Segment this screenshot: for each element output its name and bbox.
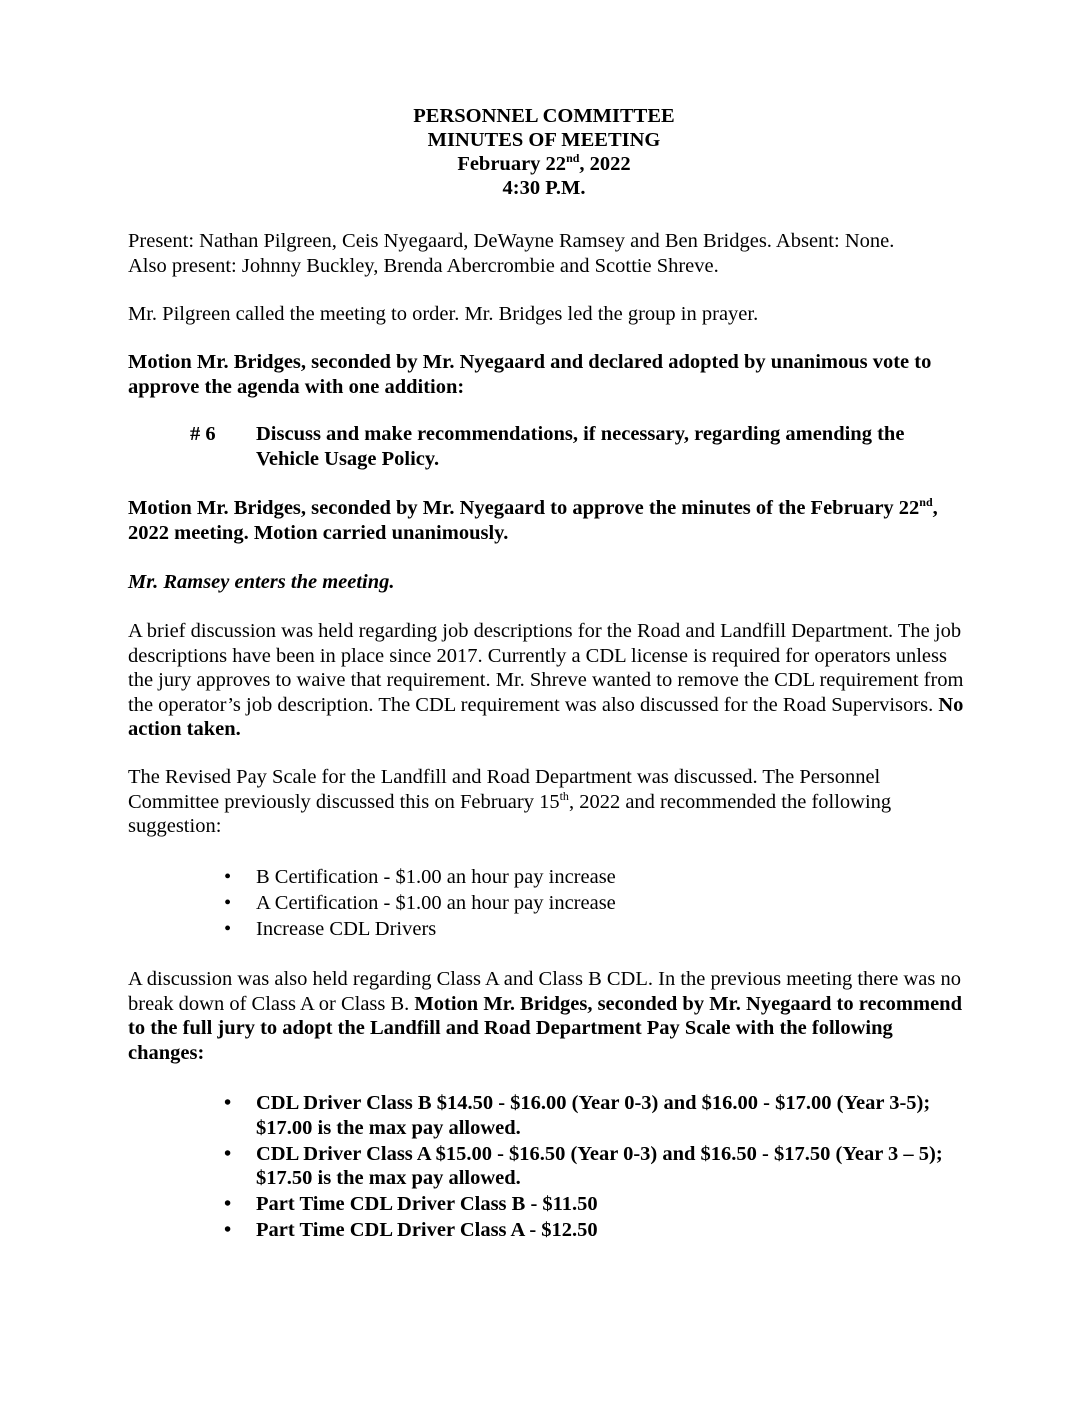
agenda-motion-paragraph: Motion Mr. Bridges, seconded by Mr. Nyegaard and declared adopted by unanimous vote to approve the agenda with one addition: [128, 351, 932, 398]
attendance-present-line: Present: Nathan Pilgreen, Ceis Nyegaard, DeWayne Ramsey and Ben Bridges. Absent: None. [128, 230, 895, 252]
minutes-motion-part2: , 2022 meeting. Motion carried unanimously. [128, 497, 938, 544]
pay-scale-sup: th [559, 788, 569, 803]
class-discussion-motion: Motion Mr. Bridges, seconded by Mr. Nyegaard to recommend to the full jury to adopt the Landfill and Road Department Pay Scale with the following changes: [128, 992, 962, 1064]
minutes-motion-part1: Motion Mr. Bridges, seconded by Mr. Nyegaard to approve the minutes of the February 22 [128, 497, 920, 519]
minutes-motion-sup: nd [919, 495, 933, 510]
header-time: 4:30 P.M. [502, 177, 586, 199]
header-minutes-title: MINUTES OF MEETING [427, 129, 661, 151]
ramsey-enters-note: Mr. Ramsey enters the meeting. [128, 571, 395, 593]
list-item: • Part Time CDL Driver Class A - $12.50 [220, 1218, 960, 1243]
pay-scale-part2: , 2022 and recommended the following suggestion: [128, 790, 892, 837]
job-descriptions-text: A brief discussion was held regarding job descriptions for the Road and Landfill Department. The job descriptions have been in place since 2017. Currently a CDL license is required for operators unless the jury approves to waive that requirement. Mr. Shreve wanted to remove the CDL requirement from the operator’s job description. The CDL requirement was also discussed for the Road Supervisors. [128, 620, 964, 716]
no-action-taken: No action taken. [128, 693, 964, 740]
agenda-addition-item [190, 422, 950, 471]
header-date-prefix: February 22 [457, 153, 567, 175]
document-header [0, 104, 1088, 200]
attendance-paragraph [128, 229, 968, 278]
pay-scale-paragraph [128, 765, 968, 839]
header-date-suffix: , 2022 [579, 153, 631, 175]
agenda-item-text: Discuss and make recommendations, if necessary, regarding amending the Vehicle Usage Policy. [256, 423, 905, 470]
list-item: • CDL Driver Class A $15.00 - $16.50 (Year 0-3) and $16.50 - $17.50 (Year 3 – 5); $17.50 is the max pay allowed. [220, 1142, 960, 1191]
header-date [0, 152, 1088, 176]
suggestions-list [220, 865, 616, 943]
list-item: • B Certification - $1.00 an hour pay increase [220, 865, 616, 890]
class-discussion-paragraph [128, 967, 968, 1065]
job-descriptions-paragraph [128, 619, 968, 742]
list-item: • A Certification - $1.00 an hour pay increase [220, 891, 616, 916]
list-item: • Increase CDL Drivers [220, 917, 616, 942]
header-date-sup: nd [566, 151, 580, 166]
list-item: • Part Time CDL Driver Class B - $11.50 [220, 1192, 960, 1217]
attendance-also-present-line: Also present: Johnny Buckley, Brenda Abercrombie and Scottie Shreve. [128, 254, 719, 277]
pay-scale-part1: The Revised Pay Scale for the Landfill and Road Department was discussed. The Personnel Committee previously discussed this on February 15 [128, 766, 881, 813]
call-to-order-paragraph: Mr. Pilgreen called the meeting to order. Mr. Bridges led the group in prayer. [128, 303, 759, 325]
pay-changes-list [220, 1091, 960, 1244]
header-committee-title: PERSONNEL COMMITTEE [413, 105, 675, 127]
agenda-item-number: # 6 [190, 423, 216, 445]
list-item: • CDL Driver Class B $14.50 - $16.00 (Year 0-3) and $16.00 - $17.00 (Year 3-5); $17.00 is the max pay allowed. [220, 1091, 960, 1140]
class-discussion-text: A discussion was also held regarding Class A and Class B CDL. In the previous meeting there was no break down of Class A or Class B. [128, 968, 961, 1015]
minutes-motion-paragraph [128, 496, 968, 545]
